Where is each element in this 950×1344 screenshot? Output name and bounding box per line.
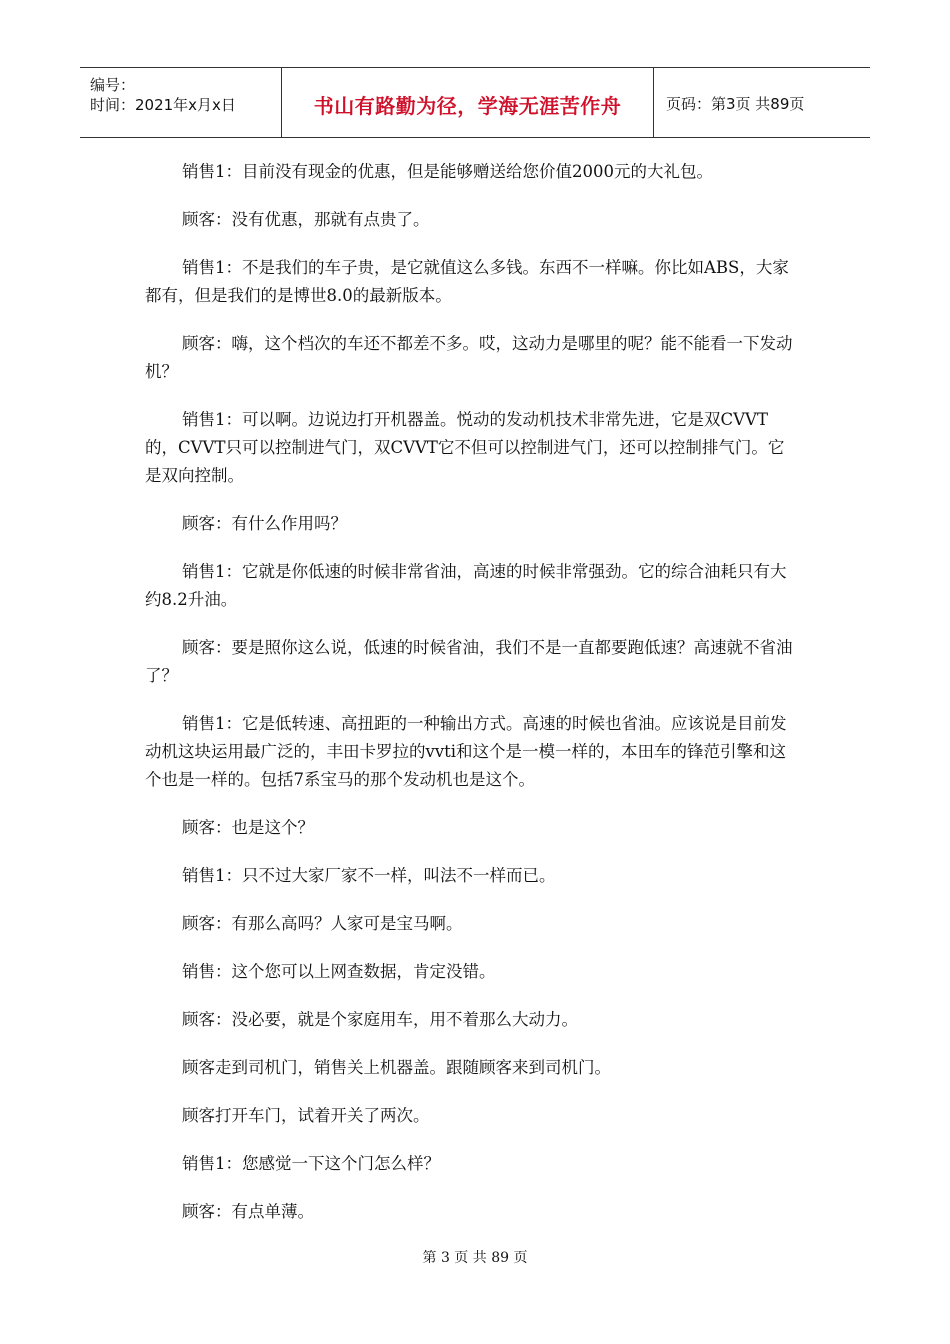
paragraph: 顾客打开车门，试着开关了两次。: [182, 1106, 430, 1125]
paragraph: 顾客：嗨，这个档次的车还不都差不多。哎，这动力是哪里的呢？能不能看一下发动机？: [145, 334, 793, 381]
paragraph: 销售1：它就是你低速的时候非常省油，高速的时候非常强劲。它的综合油耗只有大约8.2升油。: [145, 562, 787, 609]
page-info: 页码：第3页 共89页: [666, 95, 805, 113]
motto-text: 书山有路勤为径，学海无涯苦作舟: [313, 94, 622, 118]
paragraph: 销售1：它是低转速、高扭距的一种输出方式。高速的时候也省油。应该说是目前发动机这块运用最广泛的，丰田卡罗拉的vvti和这个是一模一样的，本田车的锋范引擎和这个也是一样的。包括7系宝马的那个发动机也是这个。: [145, 714, 787, 789]
paragraph: 顾客：没有优惠，那就有点贵了。: [182, 210, 430, 229]
paragraph: 顾客：没必要，就是个家庭用车，用不着那么大动力。: [182, 1010, 578, 1029]
paragraph: 顾客：有那么高吗？人家可是宝马啊。: [182, 914, 463, 933]
paragraph: 顾客：要是照你这么说，低速的时候省油，我们不是一直都要跑低速？高速就不省油了？: [145, 638, 793, 685]
header-page-cell: [654, 68, 870, 137]
paragraph: 顾客：也是这个？: [182, 818, 314, 837]
document-body: [145, 158, 800, 1246]
number-label: 编号：: [90, 76, 136, 94]
page-footer: 第 3 页 共 89 页: [422, 1250, 528, 1266]
paragraph: 销售1：不是我们的车子贵，是它就值这么多钱。东西不一样嘛。你比如ABS，大家都有，但是我们的是博世8.0的最新版本。: [145, 258, 789, 305]
paragraph: 销售1：可以啊。边说边打开机器盖。悦动的发动机技术非常先进，它是双CVVT的，CVVT只可以控制进气门，双CVVT它不但可以控制进气门，还可以控制排气门。它是双向控制。: [145, 410, 785, 485]
paragraph: 顾客：有点单薄。: [182, 1202, 314, 1221]
paragraph: 销售1：目前没有现金的优惠，但是能够赠送给您价值2000元的大礼包。: [182, 162, 713, 181]
paragraph: 销售1：您感觉一下这个门怎么样？: [182, 1154, 440, 1173]
header-motto-cell: [282, 68, 654, 137]
time-label: 时间：2021年x月x日: [90, 96, 236, 114]
page-header: [80, 67, 870, 138]
paragraph: 顾客走到司机门，销售关上机器盖。跟随顾客来到司机门。: [182, 1058, 611, 1077]
header-meta-cell: [80, 68, 282, 137]
paragraph: 顾客：有什么作用吗？: [182, 514, 347, 533]
paragraph: 销售：这个您可以上网查数据，肯定没错。: [182, 962, 496, 981]
paragraph: 销售1：只不过大家厂家不一样，叫法不一样而已。: [182, 866, 556, 885]
